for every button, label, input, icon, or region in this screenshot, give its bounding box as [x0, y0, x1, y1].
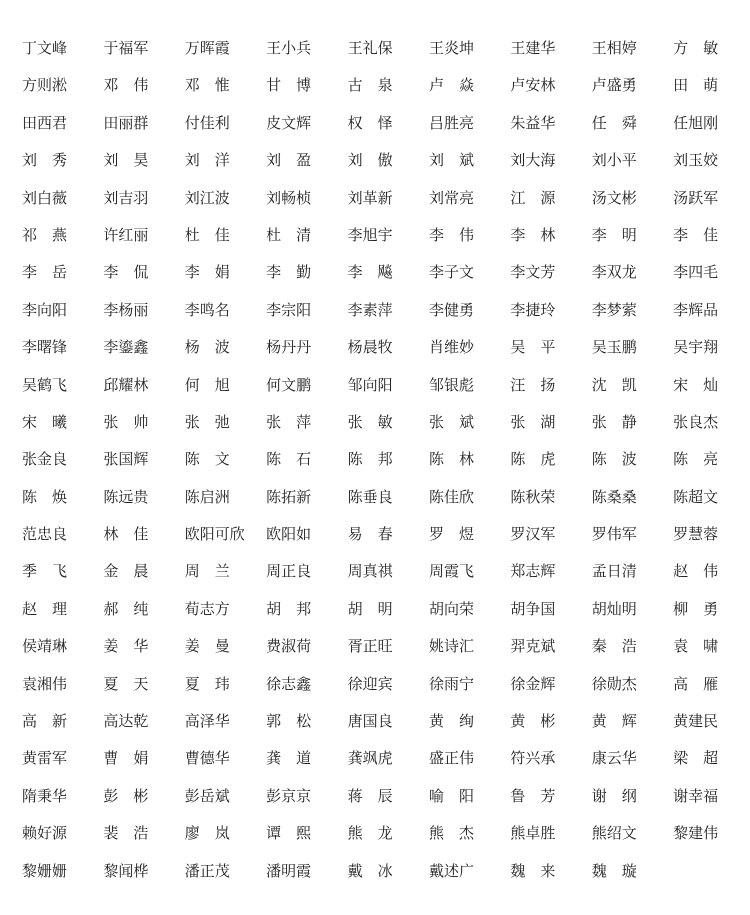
name-cell: 田丽群 [103, 113, 149, 132]
name-cell: 李梦萦 [591, 300, 637, 319]
name-cell: 权 怿 [347, 113, 393, 132]
name-cell: 易 春 [347, 525, 393, 544]
name-cell: 王小兵 [266, 39, 312, 57]
name-cell: 卢盛勇 [591, 76, 637, 95]
name-cell: 陈 文 [184, 450, 230, 469]
name-cell: 肖维妙 [428, 338, 474, 357]
name-cell: 林 佳 [103, 525, 149, 544]
name-cell: 金 晨 [103, 562, 149, 581]
name-cell: 付佳利 [184, 113, 230, 132]
name-cell: 张 帅 [103, 412, 149, 431]
name-cell: 郑志辉 [510, 562, 556, 581]
name-cell: 刘 洋 [184, 151, 230, 170]
name-cell: 刘常亮 [428, 188, 474, 207]
name-cell: 胡 邦 [266, 599, 312, 618]
name-cell: 周真祺 [347, 562, 393, 581]
name-cell: 李 飚 [347, 263, 393, 282]
name-cell: 于福军 [103, 39, 149, 57]
name-cell: 彭京京 [266, 786, 312, 805]
name-cell: 方则淞 [22, 76, 68, 95]
name-cell: 谢 纲 [591, 786, 637, 805]
name-cell: 谭 熙 [266, 824, 312, 843]
name-cell: 李鎏鑫 [103, 338, 149, 357]
name-cell: 彭 彬 [103, 786, 149, 805]
name-cell: 任 舜 [591, 113, 637, 132]
name-cell: 徐雨宁 [428, 674, 474, 693]
name-cell: 祁 燕 [22, 225, 68, 244]
name-cell: 李 明 [591, 225, 637, 244]
name-cell: 卢安林 [510, 76, 556, 95]
name-cell: 刘畅桢 [266, 188, 312, 207]
name-cell: 陈超文 [673, 487, 719, 506]
name-cell: 曹德华 [184, 749, 230, 768]
name-cell: 陈 虎 [510, 450, 556, 469]
name-cell: 李 伟 [428, 225, 474, 244]
name-cell: 杜 佳 [184, 225, 230, 244]
name-cell: 王炎坤 [428, 39, 474, 57]
name-cell: 熊绍文 [591, 824, 637, 843]
name-cell: 陈 焕 [22, 487, 68, 506]
name-cell: 刘大海 [510, 151, 556, 170]
name-cell: 沈 凯 [591, 375, 637, 394]
name-cell: 戴述广 [428, 861, 474, 880]
name-cell: 李 林 [510, 225, 556, 244]
name-cell: 罗伟军 [591, 525, 637, 544]
name-cell: 李健勇 [428, 300, 474, 319]
name-cell: 李文芳 [510, 263, 556, 282]
name-cell: 刘 斌 [428, 151, 474, 170]
name-cell: 张金良 [22, 450, 68, 469]
name-cell: 皮文辉 [266, 113, 312, 132]
name-cell: 田西君 [22, 113, 68, 132]
name-cell: 李双龙 [591, 263, 637, 282]
name-cell: 胡 明 [347, 599, 393, 618]
name-cell: 康云华 [591, 749, 637, 768]
name-cell: 李旭宇 [347, 225, 393, 244]
name-cell: 罗慧蓉 [673, 525, 719, 544]
name-cell: 姚诗汇 [428, 637, 474, 656]
name-cell: 刘玉姣 [673, 151, 719, 170]
name-cell: 符兴承 [510, 749, 556, 768]
name-cell: 赵 理 [22, 599, 68, 618]
name-cell: 杨晨牧 [347, 338, 393, 357]
name-cell: 张良杰 [673, 412, 719, 431]
name-cell: 李鸣名 [184, 300, 230, 319]
name-cell: 龚飒虎 [347, 749, 393, 768]
name-cell: 张 斌 [428, 412, 474, 431]
name-cell: 刘 盈 [266, 151, 312, 170]
name-cell: 朱益华 [510, 113, 556, 132]
name-cell: 何 旭 [184, 375, 230, 394]
name-cell: 李素萍 [347, 300, 393, 319]
name-cell: 熊 龙 [347, 824, 393, 843]
name-cell: 陈 林 [428, 450, 474, 469]
name-cell: 杜 清 [266, 225, 312, 244]
name-cell: 黎姗姗 [22, 861, 68, 880]
name-cell: 盛正伟 [428, 749, 474, 768]
name-cell: 邱耀林 [103, 375, 149, 394]
name-cell: 王建华 [510, 39, 556, 57]
name-cell: 黎建伟 [673, 824, 719, 843]
name-cell: 熊 杰 [428, 824, 474, 843]
name-cell: 宋 曦 [22, 412, 68, 431]
name-cell: 郝 纯 [103, 599, 149, 618]
name-cell: 李子文 [428, 263, 474, 282]
name-cell: 费淑荷 [266, 637, 312, 656]
name-cell: 柳 勇 [673, 599, 719, 618]
name-cell: 黄雷军 [22, 749, 68, 768]
name-cell: 李捷玲 [510, 300, 556, 319]
name-cell: 徐金辉 [510, 674, 556, 693]
name-cell: 李 勤 [266, 263, 312, 282]
name-cell: 徐志鑫 [266, 674, 312, 693]
name-cell: 黄 辉 [591, 712, 637, 731]
name-cell: 刘江波 [184, 188, 230, 207]
name-cell: 高达乾 [103, 712, 149, 731]
name-cell: 罗汉军 [510, 525, 556, 544]
name-cell: 李曙锋 [22, 338, 68, 357]
name-cell: 赖好源 [22, 824, 68, 843]
name-cell: 邹银彪 [428, 375, 474, 394]
name-cell: 陈秋荣 [510, 487, 556, 506]
name-cell: 赵 伟 [673, 562, 719, 581]
name-cell: 周 兰 [184, 562, 230, 581]
name-cell: 鲁 芳 [510, 786, 556, 805]
name-cell: 张 萍 [266, 412, 312, 431]
name-cell: 戴 冰 [347, 861, 393, 880]
name-cell: 罗 煜 [428, 525, 474, 544]
name-cell: 刘 秀 [22, 151, 68, 170]
name-cell: 陈 邦 [347, 450, 393, 469]
name-cell: 袁湘伟 [22, 674, 68, 693]
name-cell: 田 萌 [673, 76, 719, 95]
name-cell: 姜 华 [103, 637, 149, 656]
name-cell: 夏 玮 [184, 674, 230, 693]
name-cell: 张国辉 [103, 450, 149, 469]
name-cell: 谢幸福 [673, 786, 719, 805]
name-cell: 刘白薇 [22, 188, 68, 207]
name-cell: 吴宇翔 [673, 338, 719, 357]
name-cell: 秦 浩 [591, 637, 637, 656]
name-cell: 许红丽 [103, 225, 149, 244]
name-cell: 李 岳 [22, 263, 68, 282]
name-cell: 万晖霞 [184, 39, 230, 57]
name-cell: 裴 浩 [103, 824, 149, 843]
name-cell: 古 泉 [347, 76, 393, 95]
name-cell: 杨 波 [184, 338, 230, 357]
name-cell: 吴 平 [510, 338, 556, 357]
name-cell: 汤跃军 [673, 188, 719, 207]
name-cell: 邹向阳 [347, 375, 393, 394]
name-cell: 汪 扬 [510, 375, 556, 394]
name-cell: 魏 来 [510, 861, 556, 880]
name-cell: 何文鹏 [266, 375, 312, 394]
name-cell: 刘革新 [347, 188, 393, 207]
name-cell: 吴鹤飞 [22, 375, 68, 394]
name-cell: 李辉品 [673, 300, 719, 319]
name-cell: 喻 阳 [428, 786, 474, 805]
name-cell: 高泽华 [184, 712, 230, 731]
name-cell: 方 敏 [673, 39, 719, 57]
name-cell: 江 源 [510, 188, 556, 207]
name-cell: 欧阳如 [266, 525, 312, 544]
name-cell: 王相婷 [591, 39, 637, 57]
name-cell: 夏 天 [103, 674, 149, 693]
name-cell: 胡争国 [510, 599, 556, 618]
name-cell: 吕胜亮 [428, 113, 474, 132]
name-cell: 魏 璇 [591, 861, 637, 880]
name-cell: 范忠良 [22, 525, 68, 544]
name-cell: 刘 昊 [103, 151, 149, 170]
name-cell: 陈拓新 [266, 487, 312, 506]
name-cell: 胡灿明 [591, 599, 637, 618]
name-cell: 周霞飞 [428, 562, 474, 581]
name-cell: 高 新 [22, 712, 68, 731]
name-cell: 曹 娟 [103, 749, 149, 768]
name-cell: 陈 波 [591, 450, 637, 469]
name-cell: 张 湖 [510, 412, 556, 431]
name-cell: 王礼保 [347, 39, 393, 57]
name-cell: 邓 惟 [184, 76, 230, 95]
name-cell: 陈 石 [266, 450, 312, 469]
name-cell: 张 静 [591, 412, 637, 431]
name-cell: 杨丹丹 [266, 338, 312, 357]
name-cell: 荀志方 [184, 599, 230, 618]
name-cell: 陈远贵 [103, 487, 149, 506]
name-cell: 徐勋杰 [591, 674, 637, 693]
name-cell: 孟日清 [591, 562, 637, 581]
name-cell: 羿克斌 [510, 637, 556, 656]
name-cell: 姜 曼 [184, 637, 230, 656]
name-cell: 陈佳欣 [428, 487, 474, 506]
name-cell: 潘明霞 [266, 861, 312, 880]
name-cell: 黄建民 [673, 712, 719, 731]
name-cell: 陈 亮 [673, 450, 719, 469]
name-cell: 郭 松 [266, 712, 312, 731]
name-cell: 邓 伟 [103, 76, 149, 95]
name-cell: 黄 绚 [428, 712, 474, 731]
name-cell: 陈启洲 [184, 487, 230, 506]
name-cell: 黎闻桦 [103, 861, 149, 880]
name-cell: 欧阳可欣 [184, 525, 245, 544]
name-cell: 陈桑桑 [591, 487, 637, 506]
name-cell: 周正良 [266, 562, 312, 581]
name-cell: 刘小平 [591, 151, 637, 170]
name-cell: 唐国良 [347, 712, 393, 731]
name-cell: 卢 焱 [428, 76, 474, 95]
name-list-grid [22, 30, 734, 890]
name-cell: 李 佳 [673, 225, 719, 244]
name-cell: 胥正旺 [347, 637, 393, 656]
name-cell: 宋 灿 [673, 375, 719, 394]
name-cell: 任旭刚 [673, 113, 719, 132]
name-cell: 胡向荣 [428, 599, 474, 618]
name-cell: 李 侃 [103, 263, 149, 282]
name-cell: 李向阳 [22, 300, 68, 319]
name-cell: 袁 啸 [673, 637, 719, 656]
name-cell: 蒋 辰 [347, 786, 393, 805]
name-cell: 李杨丽 [103, 300, 149, 319]
name-cell: 刘吉羽 [103, 188, 149, 207]
name-cell: 吴玉鹏 [591, 338, 637, 357]
name-cell: 汤文彬 [591, 188, 637, 207]
name-cell: 甘 博 [266, 76, 312, 95]
name-cell: 陈垂良 [347, 487, 393, 506]
name-cell: 廖 岚 [184, 824, 230, 843]
name-cell: 侯靖琳 [22, 637, 68, 656]
name-cell: 高 雁 [673, 674, 719, 693]
name-cell: 李 娟 [184, 263, 230, 282]
name-cell: 刘 傲 [347, 151, 393, 170]
name-cell: 徐迎宾 [347, 674, 393, 693]
name-cell: 隋秉华 [22, 786, 68, 805]
name-cell: 李宗阳 [266, 300, 312, 319]
name-cell: 丁文峰 [22, 39, 68, 57]
name-cell: 梁 超 [673, 749, 719, 768]
name-cell: 龚 道 [266, 749, 312, 768]
name-cell: 季 飞 [22, 562, 68, 581]
name-cell: 黄 彬 [510, 712, 556, 731]
name-cell: 张 弛 [184, 412, 230, 431]
name-cell: 熊卓胜 [510, 824, 556, 843]
name-cell: 李四毛 [673, 263, 719, 282]
name-cell: 潘正茂 [184, 861, 230, 880]
name-cell: 张 敏 [347, 412, 393, 431]
name-cell: 彭岳斌 [184, 786, 230, 805]
